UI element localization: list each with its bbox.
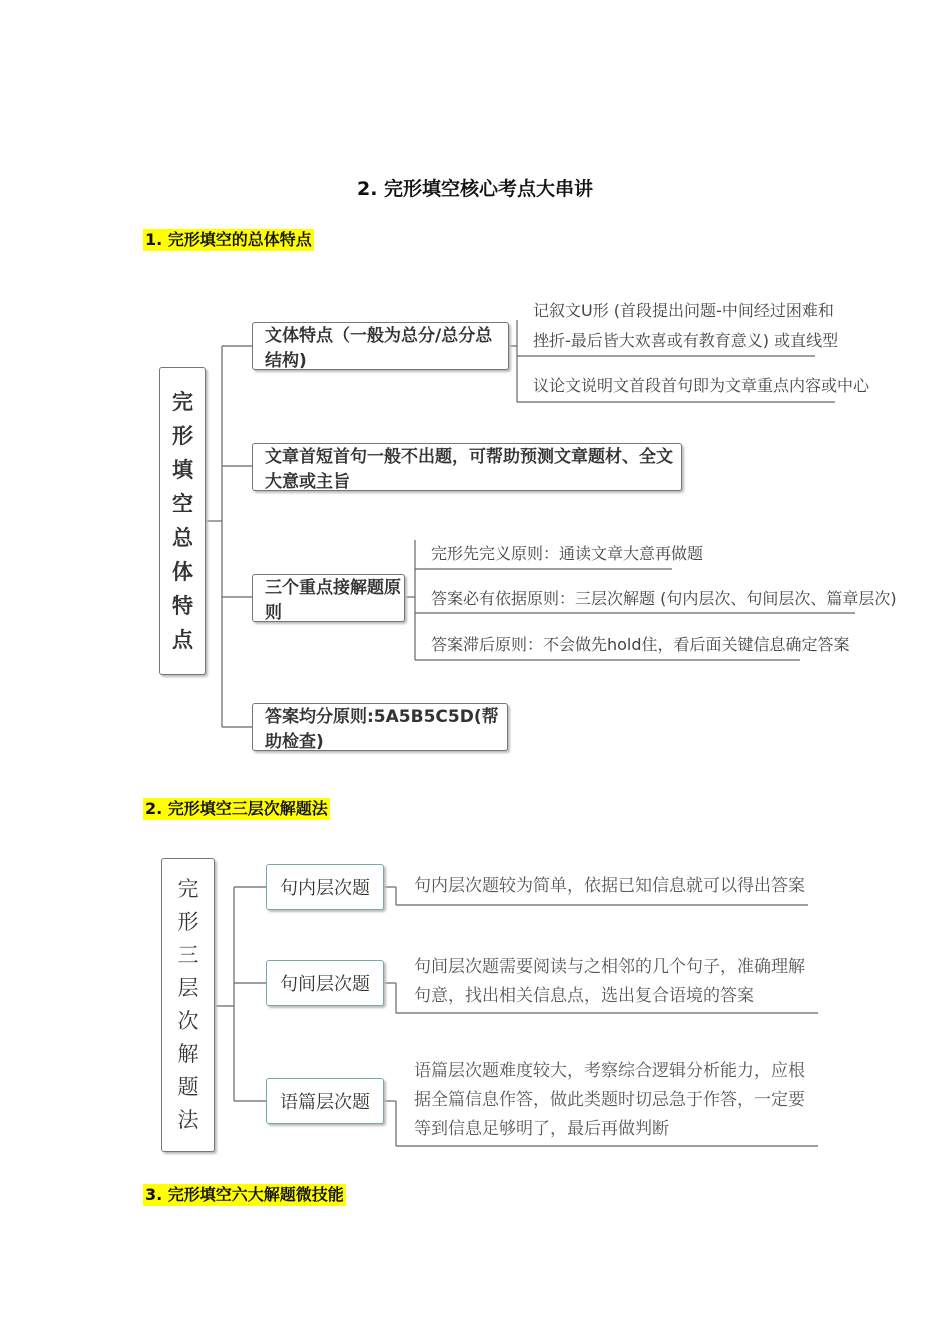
section-heading-3: 3. 完形填空六大解题微技能 <box>145 1185 344 1204</box>
branch-first-sentence: 文章首短首句一般不出题，可帮助预测文章题材、全文大意或主旨 <box>252 443 682 491</box>
leaf-narrative-u-shape-line1: 记叙文U形 (首段提出问题-中间经过困难和 <box>533 301 834 320</box>
leaf-argumentative-expository: 议论文说明文首段首句即为文章重点内容或中心 <box>533 376 870 395</box>
mindmap-root-three-levels <box>161 858 215 1152</box>
root-char: 空 <box>172 492 193 516</box>
root-char: 次 <box>177 1009 199 1033</box>
root-char: 完 <box>172 390 193 414</box>
branch-discourse: 语篇层次题 <box>266 1078 384 1124</box>
branch-inter-sentence: 句间层次题 <box>266 960 384 1006</box>
leaf-principle-read-first: 完形先完义原则：通读文章大意再做题 <box>431 544 704 563</box>
root-char: 完 <box>177 877 199 901</box>
desc-inter-sentence-line1: 句间层次题需要阅读与之相邻的几个句子，准确理解 <box>414 957 805 977</box>
leaf-principle-evidence: 答案必有依据原则：三层次解题 (句内层次、句间层次、篇章层次) <box>431 589 897 608</box>
branch-even-distribution: 答案均分原则:5A5B5C5D(帮助检查) <box>252 703 508 751</box>
root-char: 体 <box>172 560 193 584</box>
desc-discourse-line2: 据全篇信息作答，做此类题时切忌急于作答，一定要 <box>414 1090 805 1110</box>
mindmap-root-overall-features <box>159 367 206 675</box>
section-heading-2: 2. 完形填空三层次解题法 <box>145 799 328 818</box>
root-char: 三 <box>177 943 199 967</box>
root-char: 形 <box>177 910 199 934</box>
root-char: 解 <box>177 1042 199 1066</box>
branch-intra-sentence: 句内层次题 <box>266 864 384 910</box>
page-title: 2. 完形填空核心考点大串讲 <box>356 178 594 200</box>
root-char: 总 <box>172 526 193 550</box>
leaf-narrative-u-shape-line2: 挫折-最后皆大欢喜或有教育意义) 或直线型 <box>533 331 839 350</box>
root-char: 点 <box>172 628 193 652</box>
root-char: 层 <box>177 976 199 1000</box>
desc-discourse-line1: 语篇层次题难度较大，考察综合逻辑分析能力，应根 <box>414 1061 805 1081</box>
leaf-principle-delay: 答案滞后原则：不会做先hold住，看后面关键信息确定答案 <box>431 635 850 654</box>
branch-genre-features: 文体特点（一般为总分/总分总结构) <box>252 322 509 370</box>
root-char: 形 <box>172 424 193 448</box>
root-char: 题 <box>177 1075 199 1099</box>
root-char: 填 <box>172 458 193 482</box>
desc-intra-sentence-line1: 句内层次题较为简单，依据已知信息就可以得出答案 <box>414 876 805 896</box>
desc-discourse-line3: 等到信息足够明了，最后再做判断 <box>414 1119 669 1139</box>
branch-three-principles: 三个重点接解题原则 <box>252 574 405 622</box>
root-char: 法 <box>177 1108 199 1132</box>
root-char: 特 <box>172 594 193 618</box>
desc-inter-sentence-line2: 句意，找出相关信息点，选出复合语境的答案 <box>414 986 754 1006</box>
section-heading-1: 1. 完形填空的总体特点 <box>145 230 312 249</box>
